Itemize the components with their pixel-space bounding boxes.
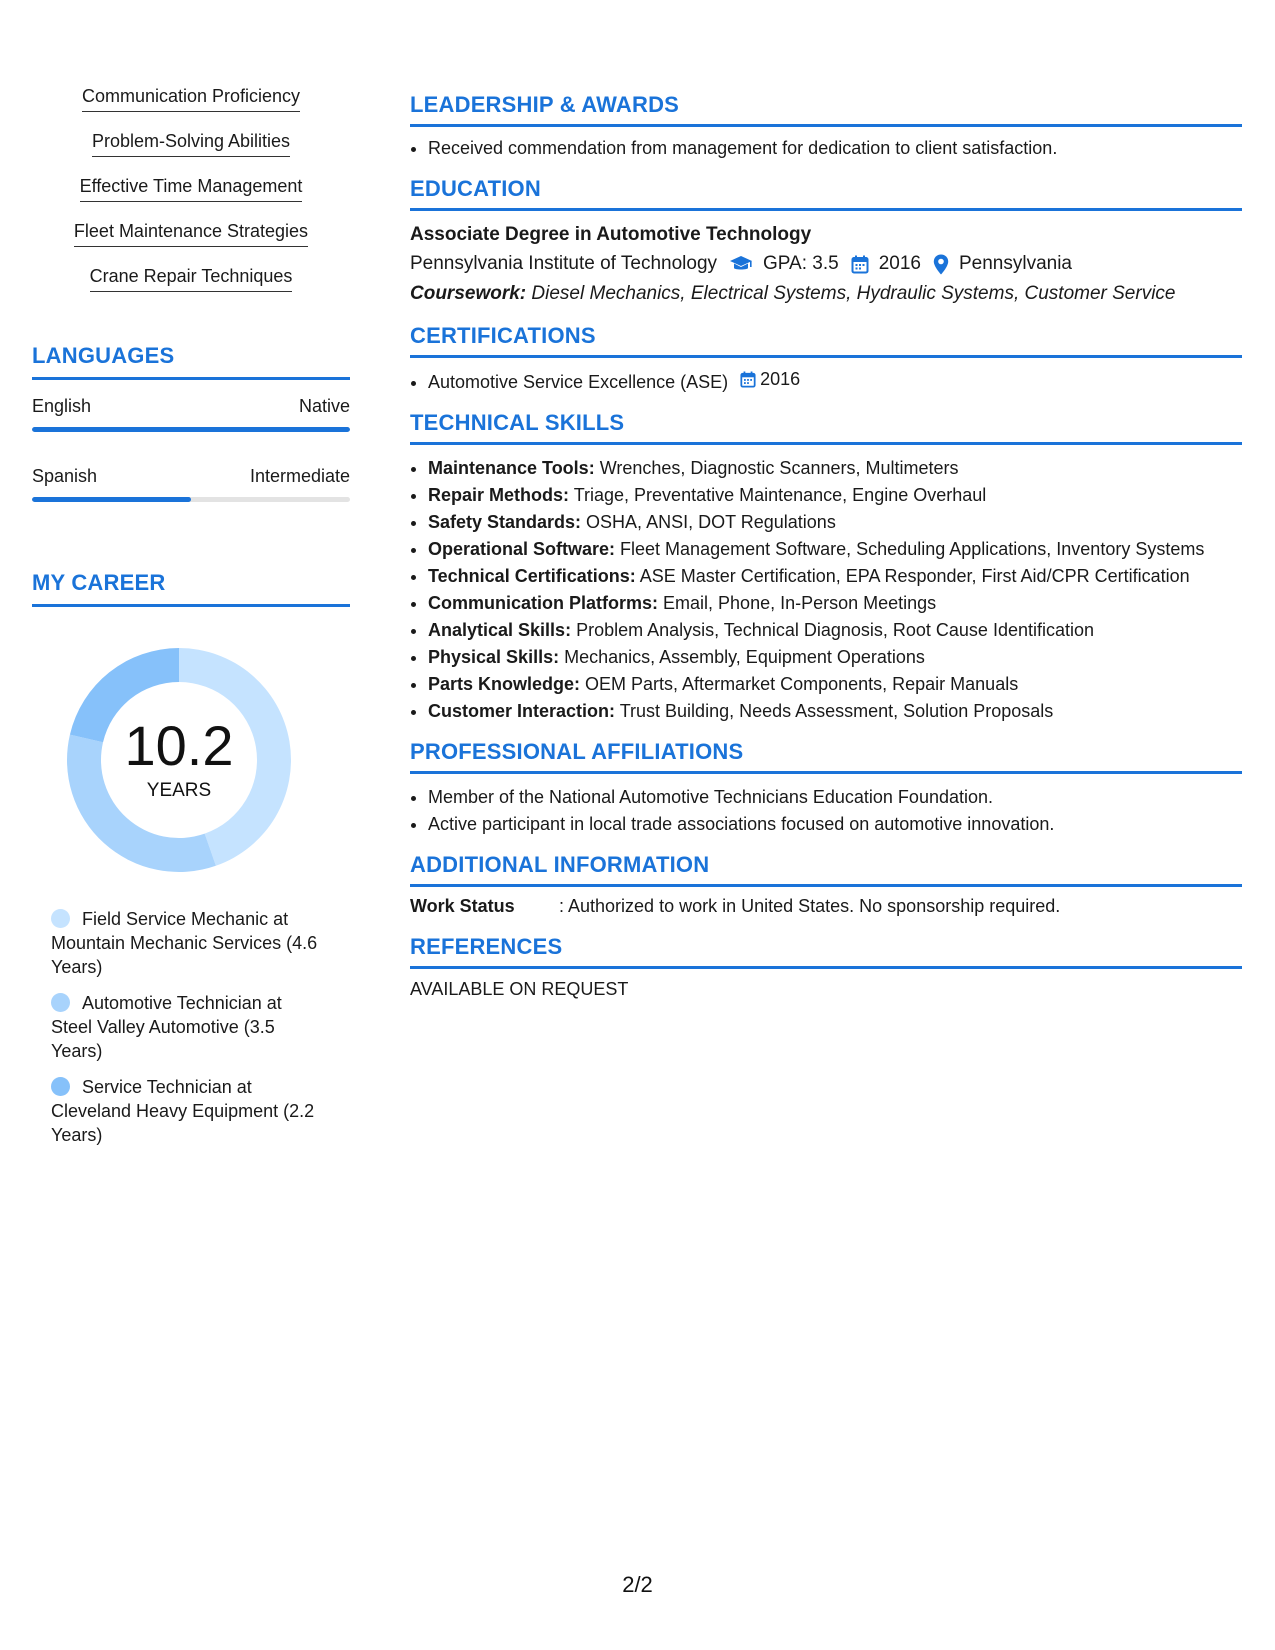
list-item [428,617,1242,644]
language-bar-fill [32,427,350,432]
education-degree: Associate Degree in Automotive Technology [410,224,812,245]
legend-dot-icon [51,909,70,928]
list-item [428,698,1242,725]
skill-item: Fleet Maintenance Strategies [74,219,308,247]
career-legend-item [51,991,321,1063]
skill-label: Physical Skills: [428,647,560,667]
skill-item: Crane Repair Techniques [90,264,293,292]
page-number: 2/2 [622,1572,653,1597]
list-item [428,366,1242,396]
skill-item: Effective Time Management [80,174,303,202]
career-total-years: 10.2 [124,714,234,777]
skill-text: Mechanics, Assembly, Equipment Operations [559,647,925,667]
career-legend-label: Automotive Technician at Steel Valley Automotive (3.5 Years) [51,993,282,1061]
skill-label: Analytical Skills: [428,620,572,640]
references-text: AVAILABLE ON REQUEST [410,979,629,999]
location-pin-icon [933,254,949,275]
skill-text: Trust Building, Needs Assessment, Solution Proposals [615,701,1054,721]
technical-skills-title: TECHNICAL SKILLS [410,410,1242,445]
affiliations-section [410,739,1242,838]
list-item [428,536,1242,563]
career-donut-chart [66,647,292,873]
skill-text: Email, Phone, In-Person Meetings [658,593,937,613]
language-entry [32,464,350,502]
graduation-cap-icon [729,255,753,273]
skills-list [32,84,350,309]
career-legend-label: Service Technician at Cleveland Heavy Equipment (2.2 Years) [51,1077,315,1145]
education-year: 2016 [878,253,921,274]
skill-text: Triage, Preventative Maintenance, Engine Overhaul [569,485,987,505]
list-item: • Received commendation from management for dedication to client satisfaction. [428,135,1242,162]
skill-label: Customer Interaction: [428,701,616,721]
skill-text: OSHA, ANSI, DOT Regulations [581,512,836,532]
list-item: • Member of the National Automotive Technicians Education Foundation. [428,784,1242,811]
languages-title: LANGUAGES [32,343,350,380]
references-section [410,934,1242,1000]
skill-text: OEM Parts, Aftermarket Components, Repair Manuals [580,674,1019,694]
skill-item: Problem-Solving Abilities [92,129,290,157]
legend-dot-icon [51,993,70,1012]
coursework-label: Coursework: [410,283,527,304]
education-title: EDUCATION [410,176,1242,211]
left-column [32,84,350,1159]
skill-text: Wrenches, Diagnostic Scanners, Multimeters [594,458,959,478]
list-item [428,563,1242,590]
additional-section [410,852,1242,920]
certification-year: 2016 [760,369,801,389]
right-column [410,92,1242,1014]
career-title: MY CAREER [32,570,350,607]
certifications-title: CERTIFICATIONS [410,323,1242,358]
career-legend [32,907,321,1147]
career-legend-item [51,907,321,979]
education-section [410,176,1242,309]
skill-label: Operational Software: [428,539,616,559]
skill-label: Technical Certifications: [428,566,636,586]
list-item [428,509,1242,536]
skill-item: Communication Proficiency [82,84,300,112]
leadership-section [410,92,1242,162]
coursework-text: Diesel Mechanics, Electrical Systems, Hydraulic Systems, Customer Service [526,283,1176,304]
skill-text: Problem Analysis, Technical Diagnosis, Root Cause Identification [571,620,1095,640]
skill-label: Repair Methods: [428,485,570,505]
certification-name: Automotive Service Excellence (ASE) [428,372,729,392]
certifications-section [410,323,1242,396]
skill-label: Safety Standards: [428,512,582,532]
education-coursework [410,279,1242,309]
language-level: Intermediate [249,466,350,486]
additional-title: ADDITIONAL INFORMATION [410,852,1242,887]
language-bar [32,427,350,432]
career-legend-item [51,1075,321,1147]
list-item [428,482,1242,509]
skill-label: Communication Platforms: [428,593,659,613]
calendar-icon [851,255,869,274]
education-location: Pennsylvania [958,253,1073,274]
language-bar-fill [32,497,191,502]
list-item [428,455,1242,482]
skill-label: Parts Knowledge: [428,674,581,694]
education-gpa: GPA: 3.5 [763,253,839,274]
education-school: Pennsylvania Institute of Technology [410,253,718,274]
affiliations-title: PROFESSIONAL AFFILIATIONS [410,739,1242,774]
language-level: Native [298,396,350,416]
calendar-icon [740,371,756,388]
leadership-title: LEADERSHIP & AWARDS [410,92,1242,127]
language-name: English [32,396,92,416]
education-details [410,249,1242,279]
career-total-unit: YEARS [146,780,212,801]
skill-text: ASE Master Certification, EPA Responder, First Aid/CPR Certification [635,566,1190,586]
list-item [428,644,1242,671]
list-item: • Active participant in local trade associations focused on automotive innovation. [428,811,1242,838]
career-section [32,570,350,1147]
work-status-label: Work Status [410,896,515,916]
list-item [428,590,1242,617]
skill-text: Fleet Management Software, Scheduling Applications, Inventory Systems [615,539,1205,559]
language-name: Spanish [32,466,98,486]
list-item [428,671,1242,698]
technical-skills-section [410,410,1242,725]
work-status-row [410,893,1242,920]
references-title: REFERENCES [410,934,1242,969]
language-bar [32,497,350,502]
skill-label: Maintenance Tools: [428,458,595,478]
language-entry [32,394,350,432]
work-status-value: : Authorized to work in United States. No sponsorship required. [559,896,1061,916]
legend-dot-icon [51,1077,70,1096]
career-legend-label: Field Service Mechanic at Mountain Mechanic Services (4.6 Years) [51,909,318,977]
languages-section [32,343,350,502]
